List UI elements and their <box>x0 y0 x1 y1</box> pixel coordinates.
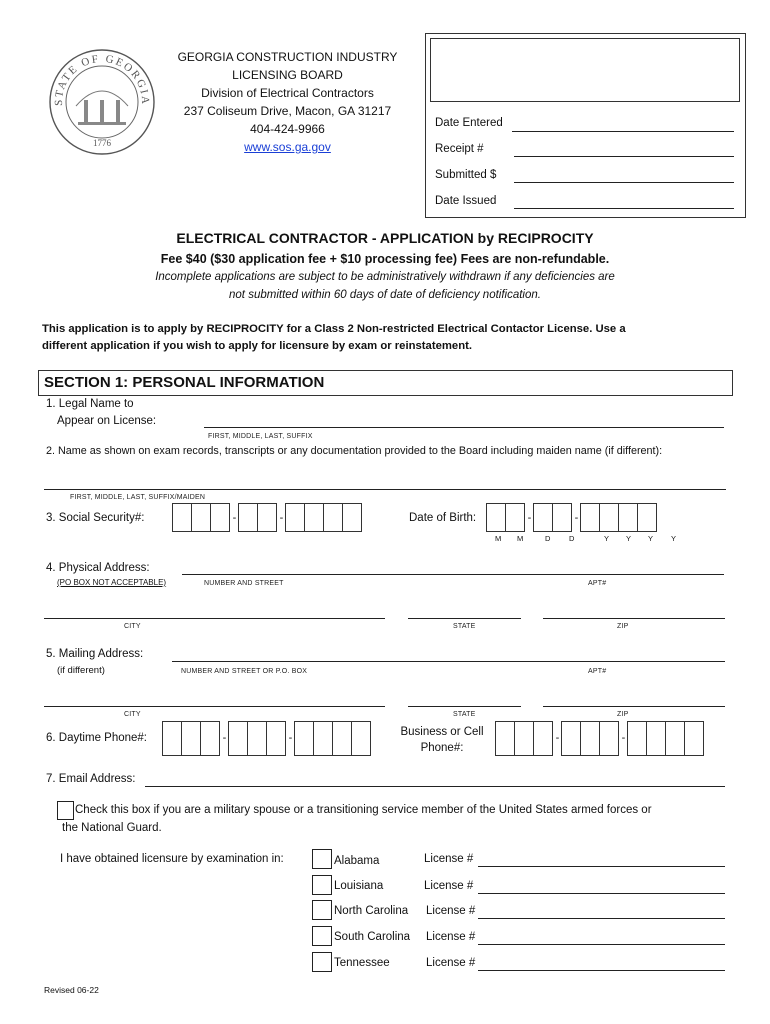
north-carolina-license-field[interactable] <box>478 918 725 919</box>
south-carolina-checkbox[interactable] <box>312 926 332 946</box>
zip-hint: ZIP <box>617 623 629 630</box>
city-hint: CITY <box>124 623 141 630</box>
tennessee-license-field[interactable] <box>478 970 725 971</box>
mailing-city-field[interactable] <box>44 706 385 707</box>
q1-hint: FIRST, MIDDLE, LAST, SUFFIX <box>208 433 313 440</box>
city-hint: CITY <box>124 711 141 718</box>
state-label: Alabama <box>334 855 380 867</box>
street-hint: NUMBER AND STREET <box>204 580 284 587</box>
dob-hint: D <box>545 534 551 543</box>
physical-city-field[interactable] <box>44 618 385 619</box>
date-issued-label: Date Issued <box>435 195 497 207</box>
mailing-street-field[interactable] <box>172 661 725 662</box>
division-name: Division of Electrical Contractors <box>201 86 374 100</box>
tennessee-checkbox[interactable] <box>312 952 332 972</box>
cell-phone-label-2: Phone#: <box>420 742 464 754</box>
dob-hint: D <box>569 534 575 543</box>
military-text-2: the National Guard. <box>62 822 162 834</box>
email-field[interactable] <box>145 786 725 787</box>
section-heading <box>38 370 733 396</box>
state-label: South Carolina <box>334 931 411 943</box>
date-entered-label: Date Entered <box>435 117 503 129</box>
physical-street-field[interactable] <box>182 574 724 575</box>
ssn-label: 3. Social Security#: <box>46 512 145 524</box>
ssn-field[interactable]: - - <box>172 502 362 533</box>
dob-hint: Y <box>671 534 677 543</box>
office-inner-box <box>430 38 740 102</box>
alabama-checkbox[interactable] <box>312 849 332 869</box>
agency-phone: 404-424-9966 <box>250 122 325 136</box>
license-label: License # <box>426 957 476 969</box>
louisiana-license-field[interactable] <box>478 893 725 894</box>
note-line-2: not submitted within 60 days of date of deficiency notification. <box>229 289 541 301</box>
zip-hint: ZIP <box>617 711 629 718</box>
south-carolina-license-field[interactable] <box>478 944 725 945</box>
license-label: License # <box>424 880 474 892</box>
alabama-license-field[interactable] <box>478 866 725 867</box>
daytime-phone-field[interactable]: - - <box>162 720 371 756</box>
website-link[interactable]: www.sos.ga.gov <box>244 140 331 154</box>
physical-address-label: 4. Physical Address: <box>46 562 150 574</box>
mailing-zip-field[interactable] <box>543 706 725 707</box>
submitted-label: Submitted $ <box>435 169 497 181</box>
louisiana-checkbox[interactable] <box>312 875 332 895</box>
section-heading-text: SECTION 1: PERSONAL INFORMATION <box>44 374 325 391</box>
q2-label: 2. Name as shown on exam records, transcripts or any documentation provided to the Board including maiden name (if different): <box>46 445 663 457</box>
dob-field[interactable]: - - <box>486 502 657 533</box>
license-label: License # <box>426 931 476 943</box>
q2-hint: FIRST, MIDDLE, LAST, SUFFIX/MAIDEN <box>70 494 206 501</box>
dob-hint: Y <box>604 534 610 543</box>
receipt-label: Receipt # <box>435 143 484 155</box>
apt-hint: APT# <box>588 668 607 675</box>
mailing-address-label: 5. Mailing Address: <box>46 648 144 660</box>
intro-line-2: different application if you wish to apply for licensure by exam or reinstatement. <box>42 340 472 352</box>
q1-label: 1. Legal Name to <box>46 398 134 410</box>
form-title: ELECTRICAL CONTRACTOR - APPLICATION by RECIPROCITY <box>176 230 594 246</box>
dob-hint: M <box>517 534 524 543</box>
state-label: Tennessee <box>334 957 390 969</box>
q1-label-2: Appear on License: <box>57 415 157 427</box>
license-label: License # <box>426 905 476 917</box>
dob-hint: M <box>495 534 502 543</box>
dob-hint: Y <box>626 534 632 543</box>
fee-line: Fee $40 ($30 application fee + $10 processing fee) Fees are non-refundable. <box>160 252 610 266</box>
military-text: Check this box if you are a military spouse or a transitioning service member of the United States armed forces or <box>75 804 652 816</box>
mailing-street-hint: NUMBER AND STREET OR P.O. BOX <box>181 668 308 675</box>
licensure-intro: I have obtained licensure by examination in: <box>60 853 284 865</box>
state-label: North Carolina <box>334 905 409 917</box>
state-seal <box>48 48 156 156</box>
note-line-1: Incomplete applications are subject to be administratively withdrawn if any deficiencies are <box>155 271 615 283</box>
exam-name-field[interactable] <box>44 489 726 490</box>
mailing-state-field[interactable] <box>408 706 521 707</box>
physical-zip-field[interactable] <box>543 618 725 619</box>
state-label: Louisiana <box>334 880 384 892</box>
state-hint: STATE <box>453 711 476 718</box>
po-box-note: (PO BOX NOT ACCEPTABLE) <box>57 578 167 587</box>
revised-date: Revised 06-22 <box>44 985 99 995</box>
daytime-phone-label: 6. Daytime Phone#: <box>46 732 148 744</box>
license-label: License # <box>424 853 474 865</box>
state-hint: STATE <box>453 623 476 630</box>
svg-text:STATE OF GEORGIA: STATE OF GEORGIA <box>52 52 152 107</box>
dob-label: Date of Birth: <box>409 512 477 524</box>
north-carolina-checkbox[interactable] <box>312 900 332 920</box>
email-label: 7. Email Address: <box>46 773 136 785</box>
legal-name-field[interactable] <box>204 427 724 428</box>
agency-address: 237 Coliseum Drive, Macon, GA 31217 <box>183 104 392 118</box>
intro-line-1: This application is to apply by RECIPROCITY for a Class 2 Non-restricted Electrical Contactor License. Use a <box>42 323 626 335</box>
apt-hint: APT# <box>588 580 607 587</box>
cell-phone-label: Business or Cell <box>400 726 484 738</box>
agency-name: GEORGIA CONSTRUCTION INDUSTRY <box>177 50 398 64</box>
dob-hint: Y <box>648 534 654 543</box>
svg-text:1776: 1776 <box>93 138 111 148</box>
cell-phone-field[interactable]: - - <box>495 720 704 756</box>
military-checkbox[interactable] <box>57 801 74 820</box>
if-different-note: (if different) <box>57 665 105 676</box>
physical-state-field[interactable] <box>408 618 521 619</box>
agency-name-2: LICENSING BOARD <box>232 68 343 82</box>
